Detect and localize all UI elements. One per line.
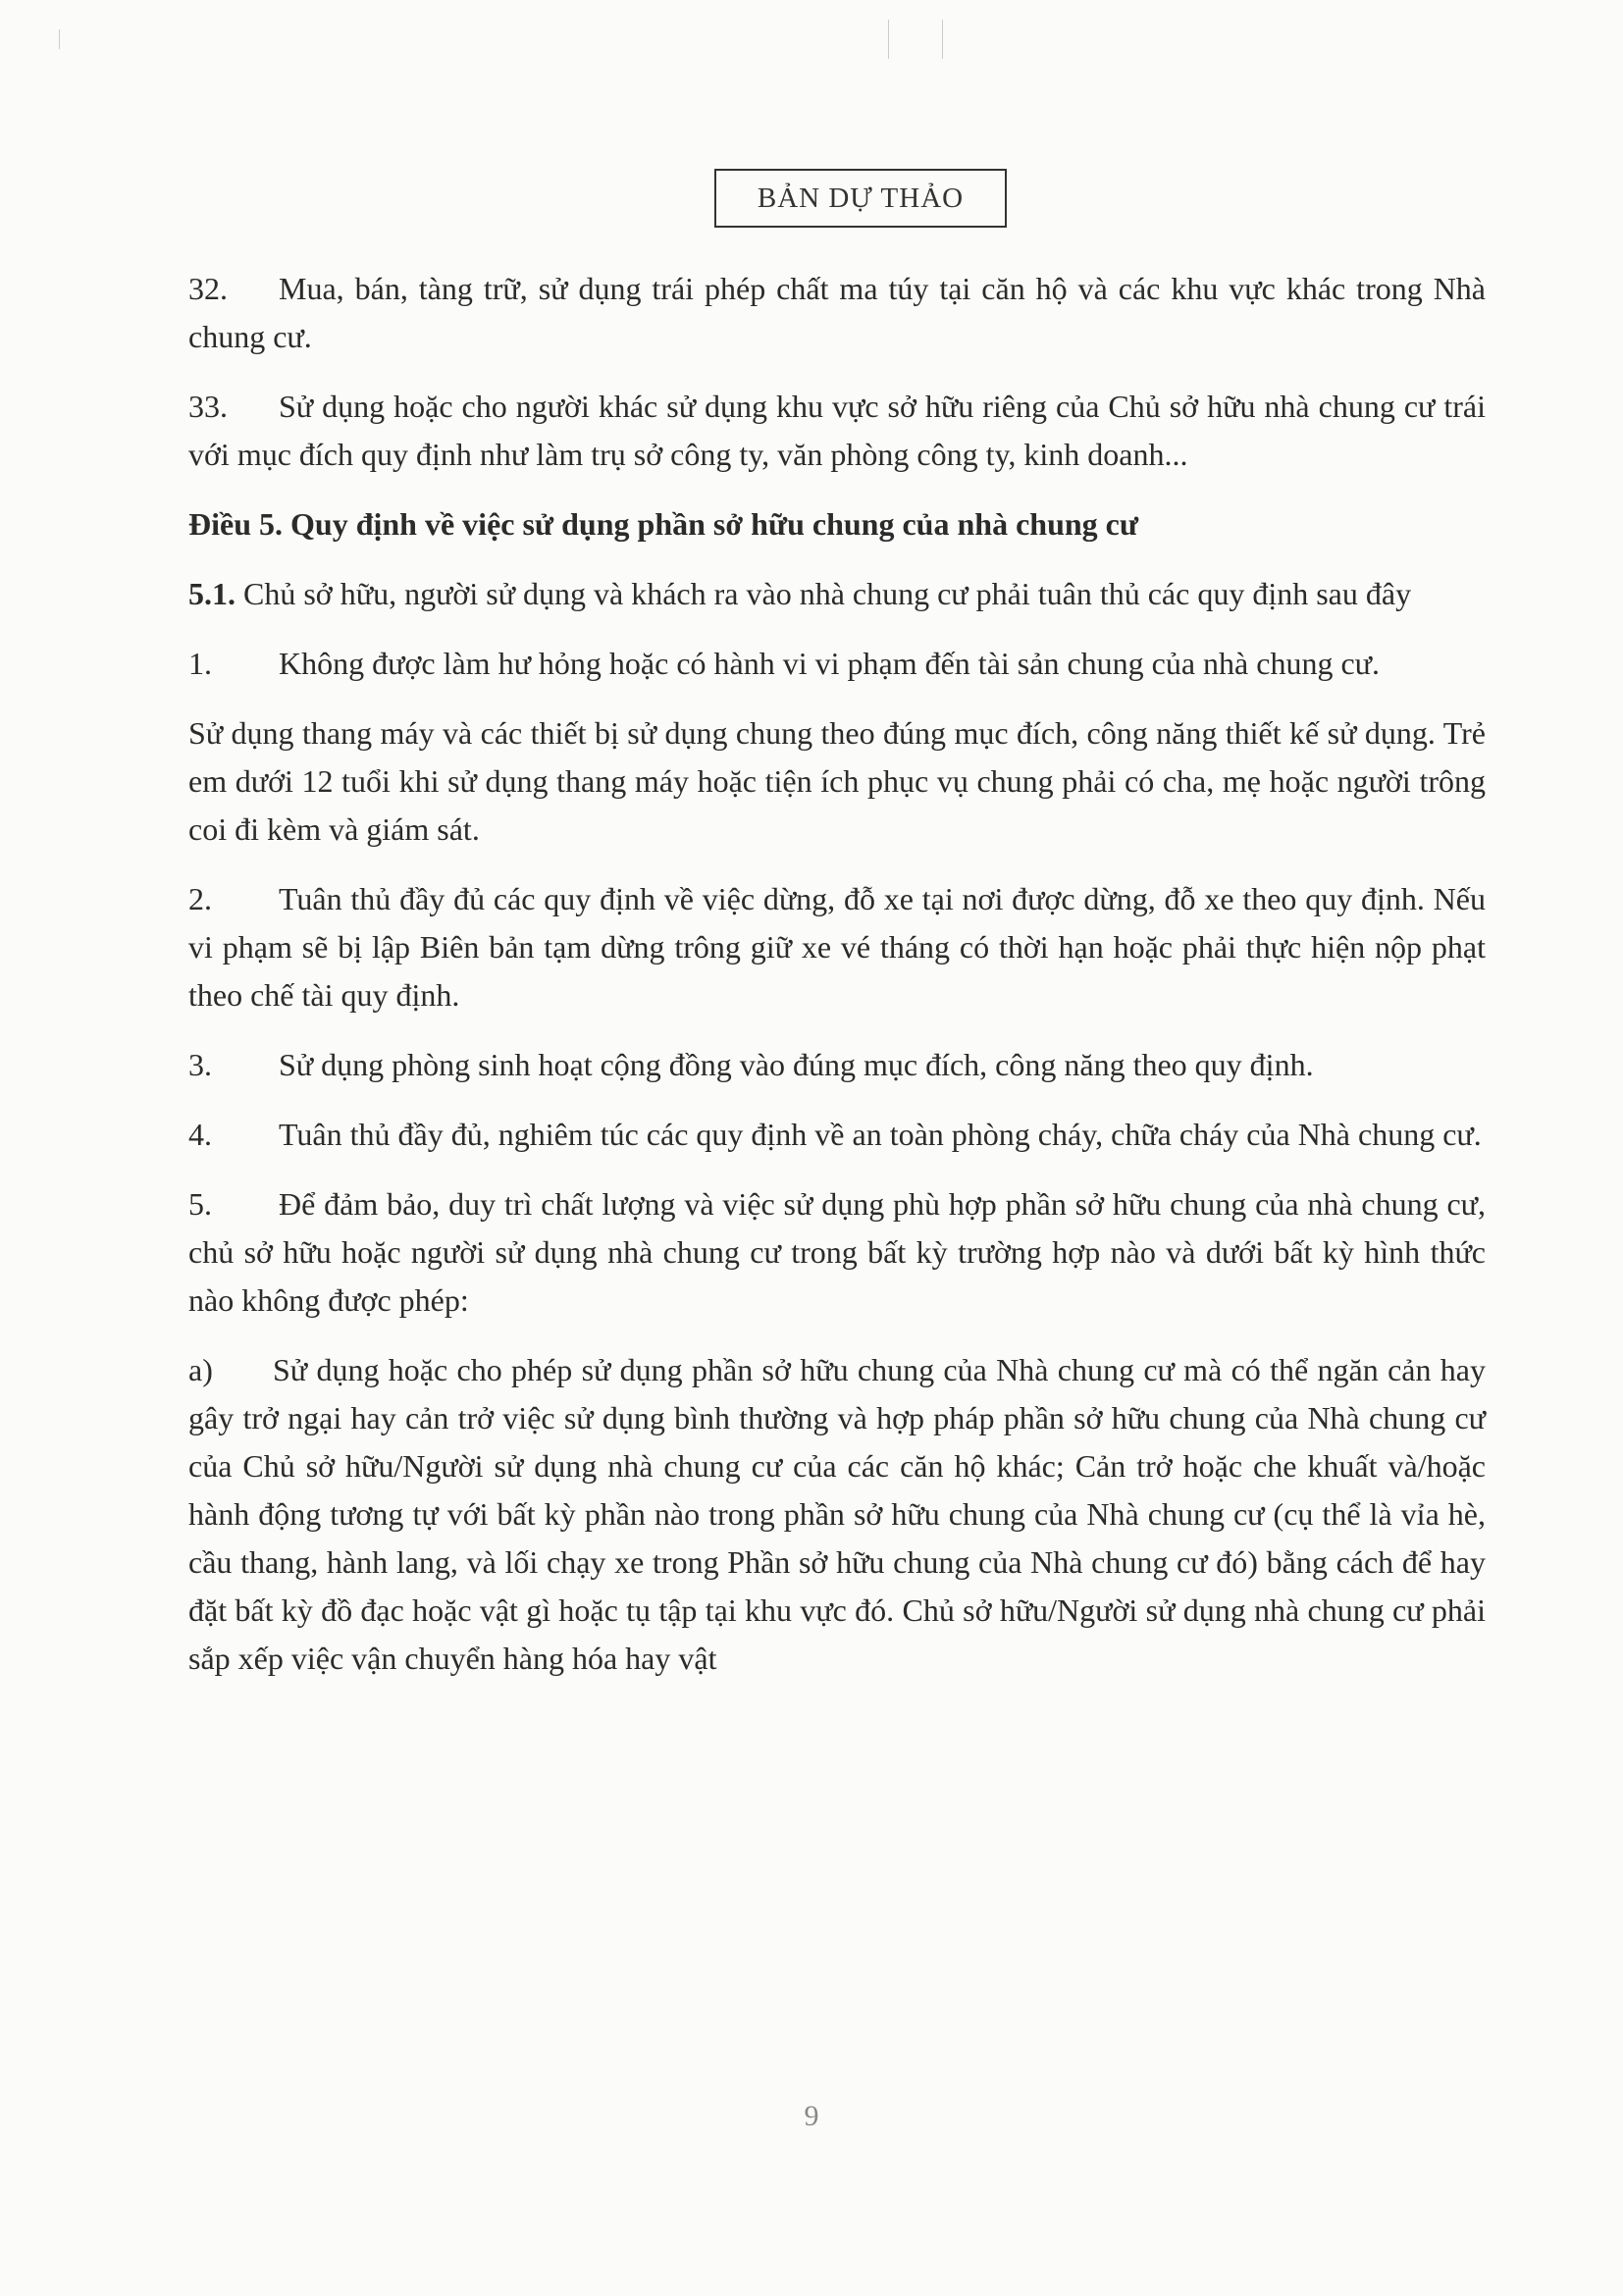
rule-2: [188, 875, 1486, 1019]
rule-text: Tuân thủ đầy đủ các quy định về việc dừng, đỗ xe tại nơi được dừng, đỗ xe theo quy định. Nếu vi phạm sẽ bị lập Biên bản tạm dừng trông giữ xe vé tháng có thời hạn hoặc phải thực hiện nộp phạt theo chế tài quy định.: [188, 881, 1486, 1013]
rule-5: [188, 1180, 1486, 1325]
scan-artifact: [888, 20, 889, 59]
clause-number: 33.: [188, 389, 228, 424]
rule-text: Không được làm hư hỏng hoặc có hành vi vi phạm đến tài sản chung của nhà chung cư.: [279, 646, 1380, 681]
rule-number: 4.: [188, 1117, 212, 1152]
draft-label: BẢN DỰ THẢO: [714, 169, 1007, 228]
clause-33: [188, 383, 1486, 479]
rule-number: 1.: [188, 646, 212, 681]
clause-text: Mua, bán, tàng trữ, sử dụng trái phép chất ma túy tại căn hộ và các khu vực khác trong Nhà chung cư.: [188, 271, 1486, 354]
article-heading: Điều 5. Quy định về việc sử dụng phần sở hữu chung của nhà chung cư: [188, 506, 1139, 542]
rule-number: 3.: [188, 1047, 212, 1082]
rule-3: [188, 1041, 1486, 1089]
clause-32: [188, 265, 1486, 361]
rule-1-continued: [188, 709, 1486, 854]
section-text: Chủ sở hữu, người sử dụng và khách ra vào nhà chung cư phải tuân thủ các quy định sau đây: [243, 576, 1412, 611]
rule-text: Để đảm bảo, duy trì chất lượng và việc sử dụng phù hợp phần sở hữu chung của nhà chung cư, chủ sở hữu hoặc người sử dụng nhà chung cư trong bất kỳ trường hợp nào và dưới bất kỳ hình thức nào không được phép:: [188, 1186, 1486, 1318]
scan-artifact: [59, 29, 60, 49]
page-number: 9: [804, 2100, 819, 2132]
rule-text: Tuân thủ đầy đủ, nghiêm túc các quy định về an toàn phòng cháy, chữa cháy của Nhà chung cư.: [279, 1117, 1482, 1152]
scan-artifact: [942, 20, 943, 59]
clause-number: 32.: [188, 271, 228, 306]
rule-5a: [188, 1346, 1486, 1683]
section-5-1: [188, 570, 1486, 618]
rule-text: Sử dụng phòng sinh hoạt cộng đồng vào đúng mục đích, công năng theo quy định.: [279, 1047, 1314, 1082]
rule-number: 5.: [188, 1186, 212, 1222]
rule-text: Sử dụng hoặc cho phép sử dụng phần sở hữu chung của Nhà chung cư mà có thể ngăn cản hay gây trở ngại hay cản trở việc sử dụng bình thường và hợp pháp phần sở hữu chung của Nhà chung cư của Chủ sở hữu/Người sử dụng nhà chung cư của các căn hộ khác; Cản trở hoặc che khuất và/hoặc hành động tương tự với bất kỳ phần nào trong phần sở hữu chung của Nhà chung cư (cụ thể là vỉa hè, cầu thang, hành lang, và lối chạy xe trong Phần sở hữu chung của Nhà chung cư đó) bằng cách để hay đặt bất kỳ đồ đạc hoặc vật gì hoặc tụ tập tại khu vực đó. Chủ sở hữu/Người sử dụng nhà chung cư phải sắp xếp việc vận chuyển hàng hóa hay vật: [188, 1352, 1486, 1676]
rule-1: [188, 640, 1486, 688]
rule-number: a): [188, 1352, 213, 1387]
rule-number: 2.: [188, 881, 212, 916]
document-body: [188, 265, 1486, 1704]
section-label: 5.1.: [188, 576, 236, 611]
rule-text: Sử dụng thang máy và các thiết bị sử dụng chung theo đúng mục đích, công năng thiết kế sử dụng. Trẻ em dưới 12 tuổi khi sử dụng thang máy hoặc tiện ích phục vụ chung phải có cha, mẹ hoặc người trông coi đi kèm và giám sát.: [188, 715, 1486, 847]
rule-4: [188, 1111, 1486, 1159]
clause-text: Sử dụng hoặc cho người khác sử dụng khu vực sở hữu riêng của Chủ sở hữu nhà chung cư trái với mục đích quy định như làm trụ sở công ty, văn phòng công ty, kinh doanh...: [188, 389, 1486, 472]
